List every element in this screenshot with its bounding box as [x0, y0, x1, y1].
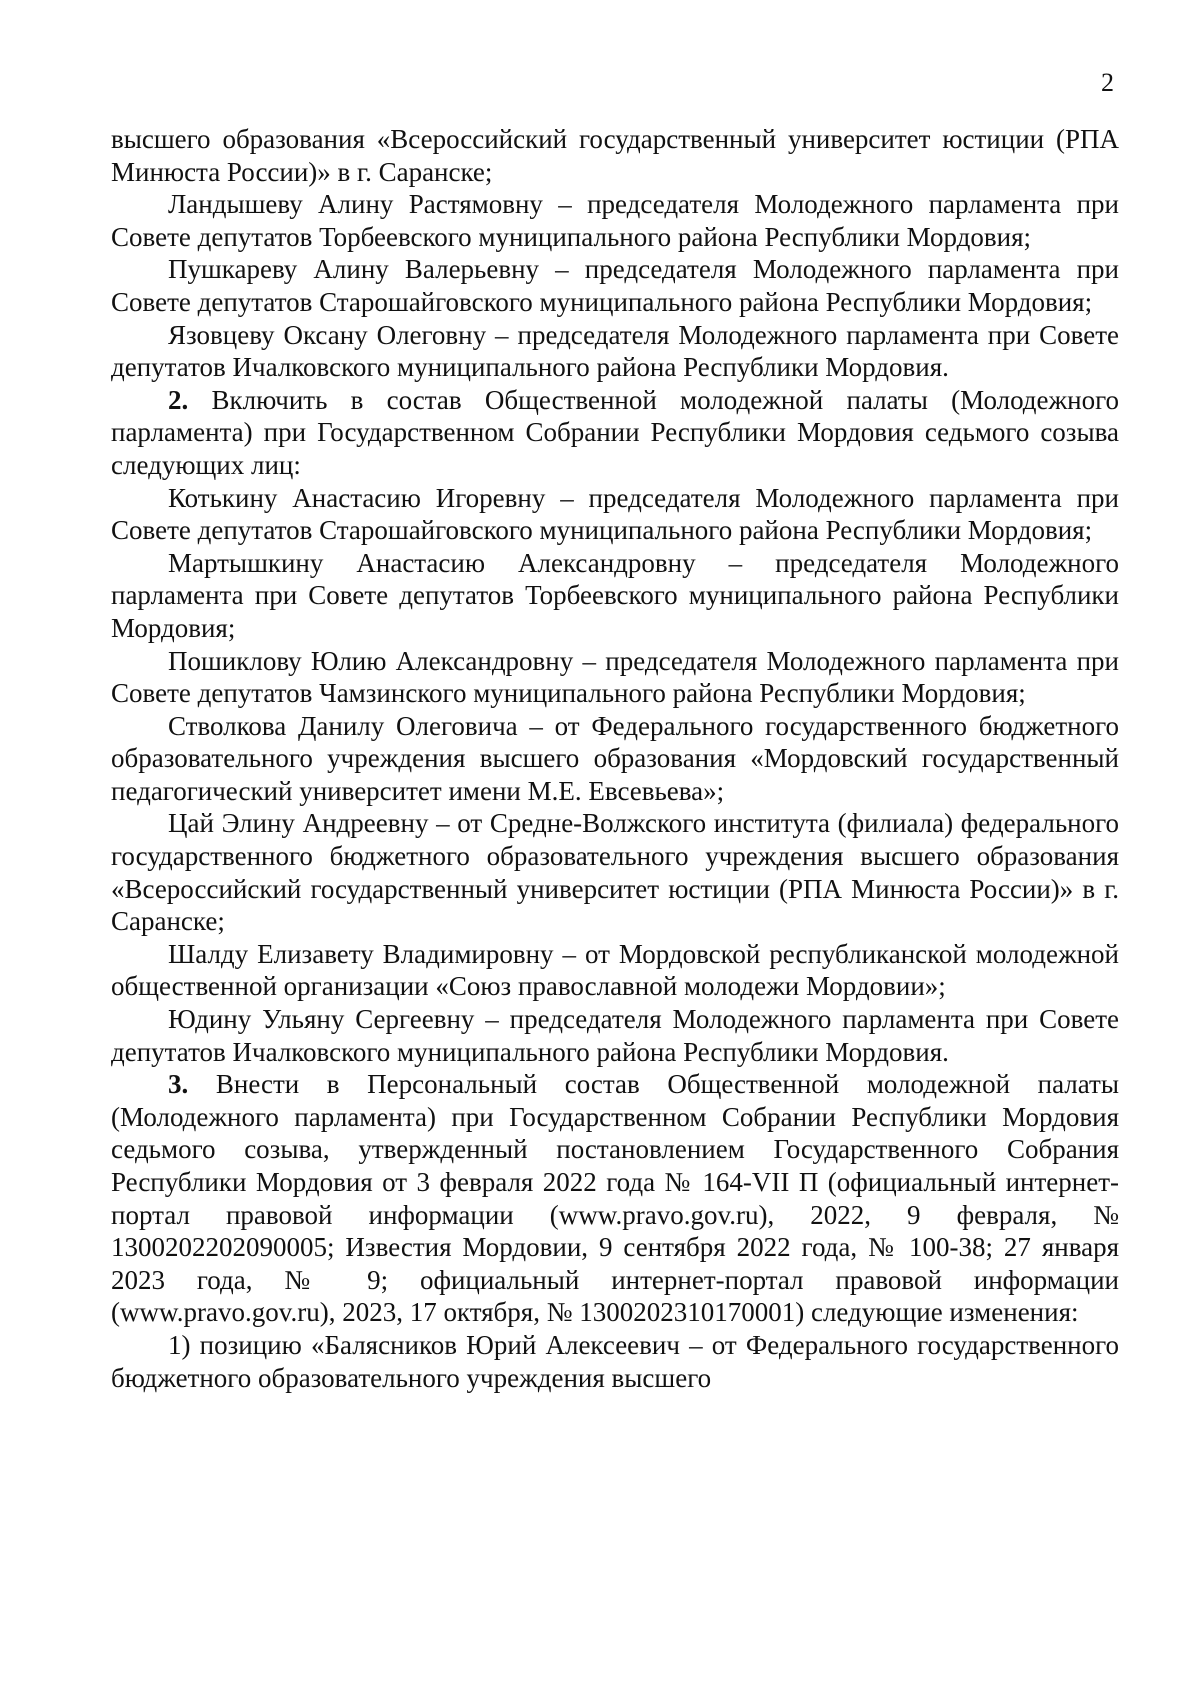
paragraph-member-landysheva: Ландышеву Алину Растямовну – председателя Молодежного парламента при Совете депутатов Торбеевского муниципального района Республики Мордовия; [111, 189, 1119, 252]
paragraph-subitem-1: 1) позицию «Балясников Юрий Алексеевич – от Федерального государственного бюджетного образовательного учреждения высшего [111, 1329, 1119, 1393]
item-number: 2. [168, 384, 189, 415]
paragraph-continuation: высшего образования «Всероссийский государственный университет юстиции (РПА Минюста России)» в г. Саранске; [111, 124, 1119, 187]
paragraph-member-yudina: Юдину Ульяну Сергеевну – председателя Молодежного парламента при Совете депутатов Ичалковского муниципального района Республики Мордовия. [111, 1004, 1119, 1067]
paragraph-member-tsai: Цай Элину Андреевну – от Средне-Волжского института (филиала) федерального государственного бюджетного образовательного учреждения высшего образования «Всероссийский государственный университет юстиции (РПА Минюста России)» в г. Саранске; [111, 808, 1119, 937]
paragraph-item-3 [111, 1068, 1119, 1329]
paragraph-member-pushkareva: Пушкареву Алину Валерьевну – председателя Молодежного парламента при Совете депутатов Старошайговского муниципального района Республики Мордовия; [111, 254, 1119, 317]
page-number: 2 [1101, 68, 1114, 97]
paragraph-member-shalda: Шалду Елизавету Владимировну – от Мордовской республиканской молодежной общественной организации «Союз православной молодежи Мордовии»; [111, 938, 1119, 1002]
paragraph-member-stvolkov: Стволкова Данилу Олеговича – от Федерального государственного бюджетного образовательного учреждения высшего образования «Мордовский государственный педагогический университет имени М.Е. Евсевьева»; [111, 710, 1119, 806]
item-number: 3. [168, 1069, 189, 1100]
item-text: Включить в состав Общественной молодежной палаты (Молодежного парламента) при Государственном Собрании Республики Мордовия седьмого созыва следующих лиц: [111, 384, 1120, 480]
item-text: Внести в Персональный состав Общественной молодежной палаты (Молодежного парламента) при Государственном Собрании Республики Мордовия седьмого созыва, утвержденный постановлением Государственного Собрания Республики Мордовия от 3 февраля 2022 года № 164-VII П (официальный интернет-портал правовой информации (www.pravo.gov.ru), 2022, 9 февраля, № 1300202202090005; Известия Мордовии, 9 сентября 2022 года, № 100-38; 27 января 2023 года, № 9; официальный интернет-портал правовой информации (www.pravo.gov.ru), 2023, 17 октября, № 1300202310170001) следующие изменения: [111, 1069, 1119, 1328]
paragraph-member-kotkina: Котькину Анастасию Игоревну – председателя Молодежного парламента при Совете депутатов Старошайговского муниципального района Республики Мордовия; [111, 482, 1119, 546]
paragraph-member-poshiklova: Пошиклову Юлию Александровну – председателя Молодежного парламента при Совете депутатов Чамзинского муниципального района Республики Мордовия; [111, 645, 1119, 709]
paragraph-member-yazovtseva: Язовцеву Оксану Олеговну – председателя Молодежного парламента при Совете депутатов Ичалковского муниципального района Республики Мордовия. [111, 319, 1119, 383]
document-body [111, 123, 1119, 1394]
paragraph-item-2 [111, 384, 1119, 482]
paragraph-member-martyshkina: Мартышкину Анастасию Александровну – председателя Молодежного парламента при Совете депутатов Торбеевского муниципального района Республики Мордовия; [111, 547, 1119, 643]
